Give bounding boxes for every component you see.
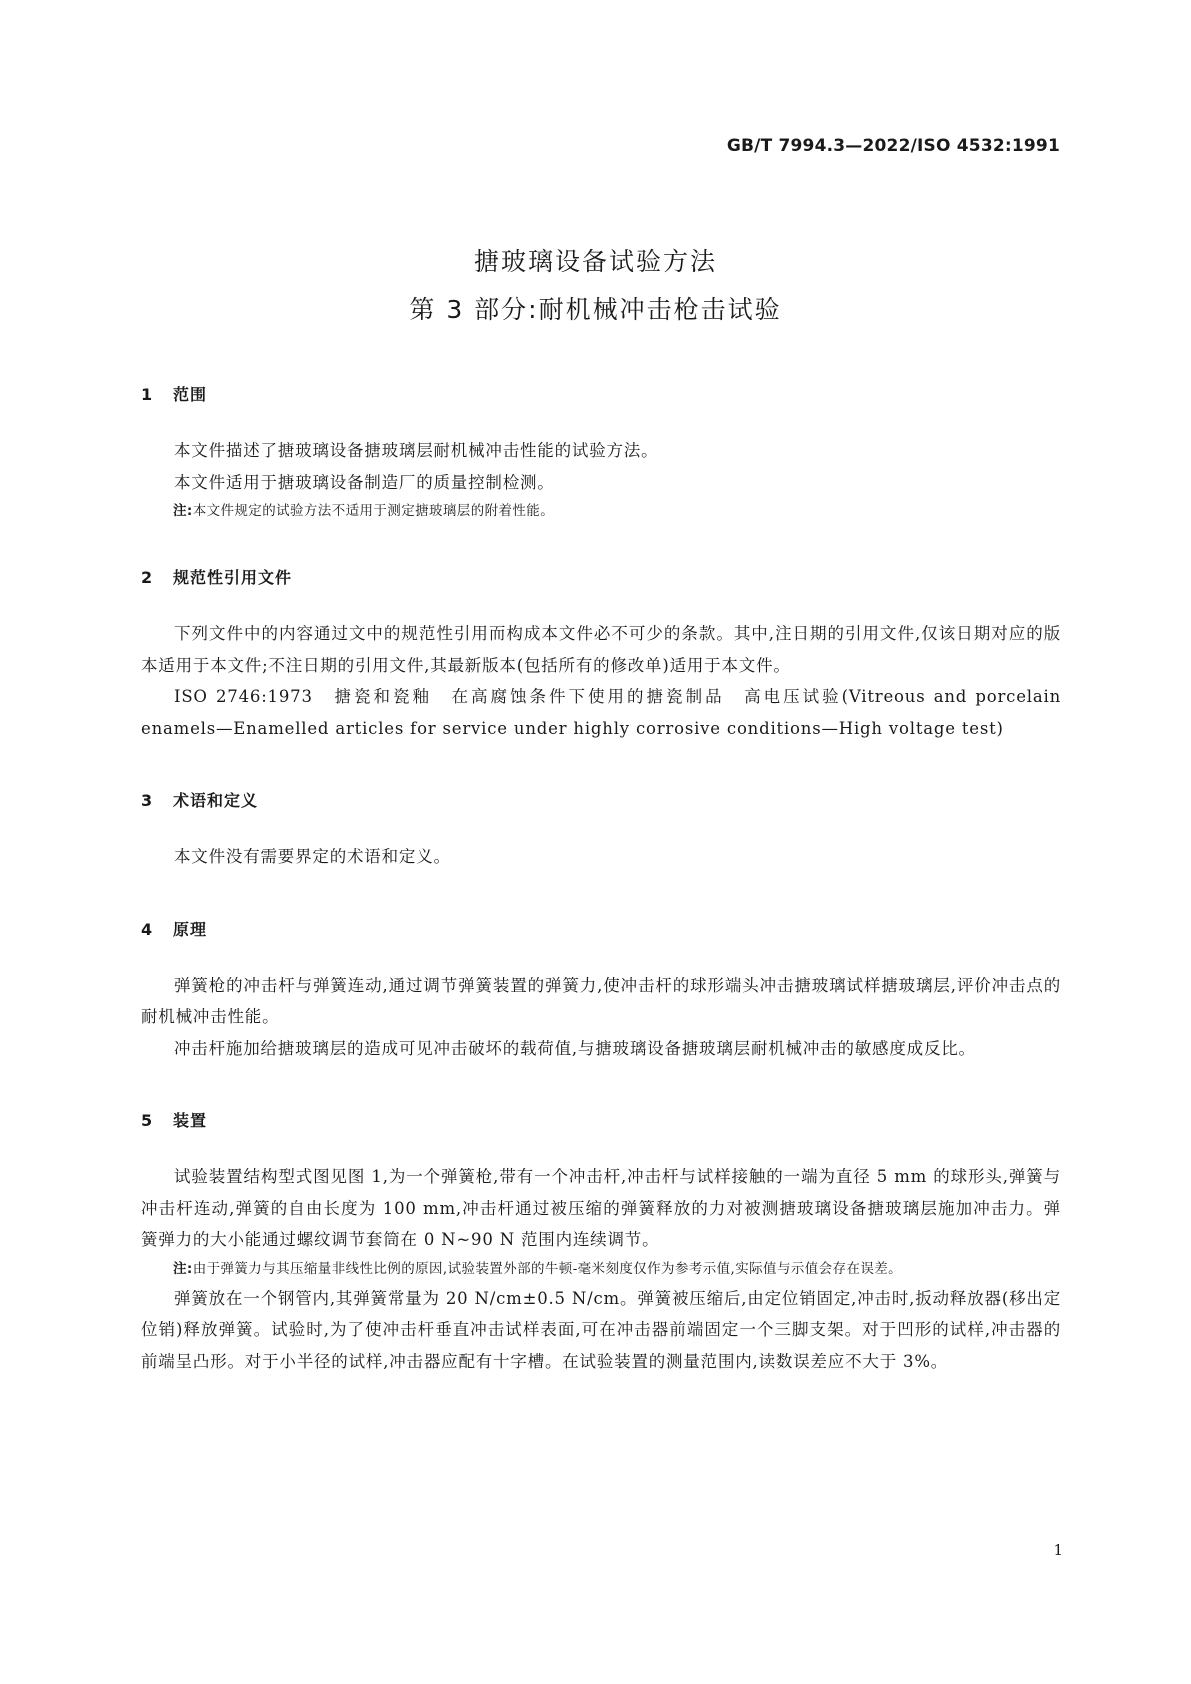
document-title bbox=[0, 238, 1191, 334]
note-text: 本文件规定的试验方法不适用于测定搪玻璃层的附着性能。 bbox=[192, 503, 555, 519]
title-line-1: 搪玻璃设备试验方法 bbox=[473, 247, 717, 276]
document-body bbox=[141, 384, 1061, 1377]
title-line-2: 第 3 部分:耐机械冲击枪击试验 bbox=[409, 295, 782, 324]
section-scope bbox=[141, 384, 1061, 525]
paragraph: 本文件适用于搪玻璃设备制造厂的质量控制检测。 bbox=[174, 472, 555, 492]
paragraph: 本文件描述了搪玻璃设备搪玻璃层耐机械冲击性能的试验方法。 bbox=[174, 441, 659, 460]
section-number: 4 bbox=[141, 919, 154, 939]
section-number: 1 bbox=[141, 385, 154, 404]
note-label: 注: bbox=[173, 503, 193, 519]
section-title: 术语和定义 bbox=[173, 791, 259, 810]
section-terms bbox=[141, 790, 1061, 873]
paragraph: 弹簧枪的冲击杆与弹簧连动,通过调节弹簧装置的弹簧力,使冲击杆的球形端头冲击搪玻璃试样搪玻璃层,评价冲击点的耐机械冲击性能。 bbox=[141, 975, 1061, 1026]
section-title: 装置 bbox=[173, 1111, 208, 1130]
page-number: 1 bbox=[1053, 1541, 1063, 1559]
note bbox=[141, 1256, 1061, 1283]
section-heading bbox=[141, 919, 1061, 941]
section-number: 3 bbox=[141, 791, 154, 810]
note-text: 由于弹簧力与其压缩量非线性比例的原因,试验装置外部的牛顿-毫米刻度仅作为参考示值,实际值与示值会存在误差。 bbox=[192, 1260, 903, 1277]
section-title: 原理 bbox=[173, 919, 208, 939]
section-apparatus bbox=[141, 1110, 1061, 1377]
section-number: 2 bbox=[141, 568, 154, 587]
paragraph: 试验装置结构型式图见图 1,为一个弹簧枪,带有一个冲击杆,冲击杆与试样接触的一端为直径 5 mm 的球形头,弹簧与冲击杆连动,弹簧的自由长度为 100 mm,冲击杆通过被压缩的弹簧释放的力对被测搪玻璃设备搪玻璃层施加冲击力。弹簧弹力的大小能通过螺纹调节套筒在 0 N~90 N 范围内连续调节。 bbox=[141, 1167, 1061, 1249]
standard-code: GB/T 7994.3—2022/ISO 4532:1991 bbox=[726, 136, 1060, 156]
paragraph: 本文件没有需要界定的术语和定义。 bbox=[174, 847, 451, 866]
section-number: 5 bbox=[141, 1111, 154, 1130]
section-principle bbox=[141, 919, 1061, 1065]
paragraph: 弹簧放在一个钢管内,其弹簧常量为 20 N/cm±0.5 N/cm。弹簧被压缩后,由定位销固定,冲击时,扳动释放器(移出定位销)释放弹簧。试验时,为了使冲击杆垂直冲击试样表面,可在冲击器前端固定一个三脚支架。对于凹形的试样,冲击器的前端呈凸形。对于小半径的试样,冲击器应配有十字槽。在试验装置的测量范围内,读数误差应不大于 3%。 bbox=[141, 1288, 1061, 1371]
section-heading bbox=[141, 1110, 1061, 1132]
section-title: 范围 bbox=[173, 385, 208, 404]
reference-entry: ISO 2746:1973 搪瓷和瓷釉 在高腐蚀条件下使用的搪瓷制品 高电压试验(Vitreous and porcelain enamels—Enamelled articles for service under highly corrosive conditions—High voltage test) bbox=[141, 687, 1061, 738]
section-title: 规范性引用文件 bbox=[173, 568, 293, 587]
section-normative-references bbox=[141, 567, 1061, 744]
note bbox=[141, 498, 1061, 525]
section-heading bbox=[141, 790, 1061, 812]
section-heading bbox=[141, 384, 1061, 406]
paragraph: 冲击杆施加给搪玻璃层的造成可见冲击破坏的载荷值,与搪玻璃设备搪玻璃层耐机械冲击的敏感度成反比。 bbox=[174, 1038, 976, 1058]
note-label: 注: bbox=[173, 1260, 193, 1277]
paragraph: 下列文件中的内容通过文中的规范性引用而构成本文件必不可少的条款。其中,注日期的引用文件,仅该日期对应的版本适用于本文件;不注日期的引用文件,其最新版本(包括所有的修改单)适用于本文件。 bbox=[141, 624, 1061, 675]
section-heading bbox=[141, 567, 1061, 589]
